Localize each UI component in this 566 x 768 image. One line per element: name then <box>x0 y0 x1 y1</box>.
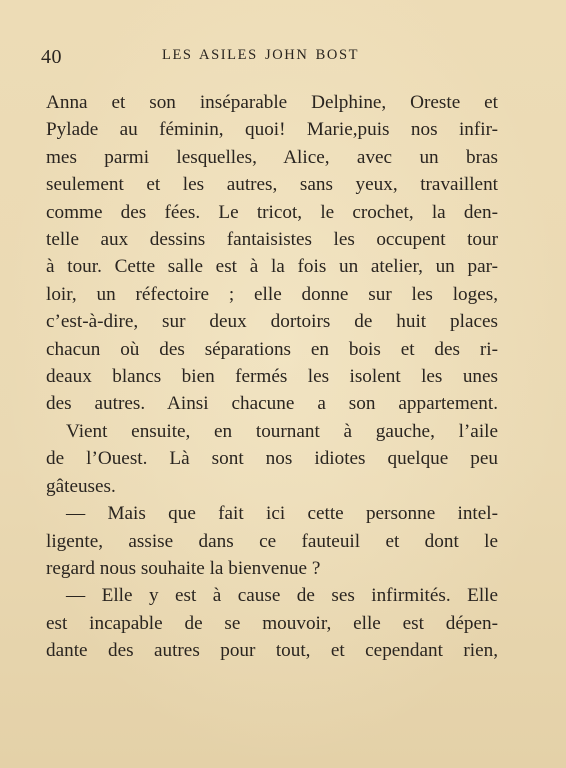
text-line: Anna et son inséparable Delphine, Oreste et <box>46 92 498 113</box>
text-line: Vient ensuite, en tournant à gauche, l’aile <box>66 420 498 442</box>
text-line: deaux blancs bien fermés les isolent les unes <box>46 366 498 388</box>
running-head: LES ASILES JOHN BOST <box>162 47 360 63</box>
text-line: des autres. Ainsi chacune a son appartement. <box>46 393 498 415</box>
text-line: dante des autres pour tout, et cependant rien, <box>46 640 498 662</box>
text-line: regard nous souhaite la bienvenue ? <box>46 557 321 579</box>
page-number: 40 <box>41 46 62 68</box>
text-line: ligente, assise dans ce fauteuil et dont le <box>46 530 498 552</box>
text-line: chacun où des séparations en bois et des ri- <box>46 338 498 360</box>
text-line: est incapable de se mouvoir, elle est dépen- <box>46 612 498 634</box>
text-line: c’est-à-dire, sur deux dortoirs de huit places <box>46 311 498 333</box>
text-line: seulement et les autres, sans yeux, travaillent <box>46 174 498 196</box>
text-line: — Mais que fait ici cette personne intel- <box>66 503 498 525</box>
text-line: — Elle y est à cause de ses infirmités. Elle <box>66 585 498 607</box>
text-line: mes parmi lesquelles, Alice, avec un bras <box>46 146 498 168</box>
text-line: Pylade au féminin, quoi! Marie,puis nos infir- <box>46 119 498 141</box>
text-line: gâteuses. <box>46 475 116 497</box>
text-line: telle aux dessins fantaisistes les occupent tour <box>46 229 498 251</box>
text-line: à tour. Cette salle est à la fois un atelier, un par- <box>46 256 498 278</box>
text-line: comme des fées. Le tricot, le crochet, la den- <box>46 201 498 223</box>
text-line: loir, un réfectoire ; elle donne sur les loges, <box>46 283 498 305</box>
text-line: de l’Ouest. Là sont nos idiotes quelque peu <box>46 448 498 470</box>
body-text <box>46 89 498 665</box>
